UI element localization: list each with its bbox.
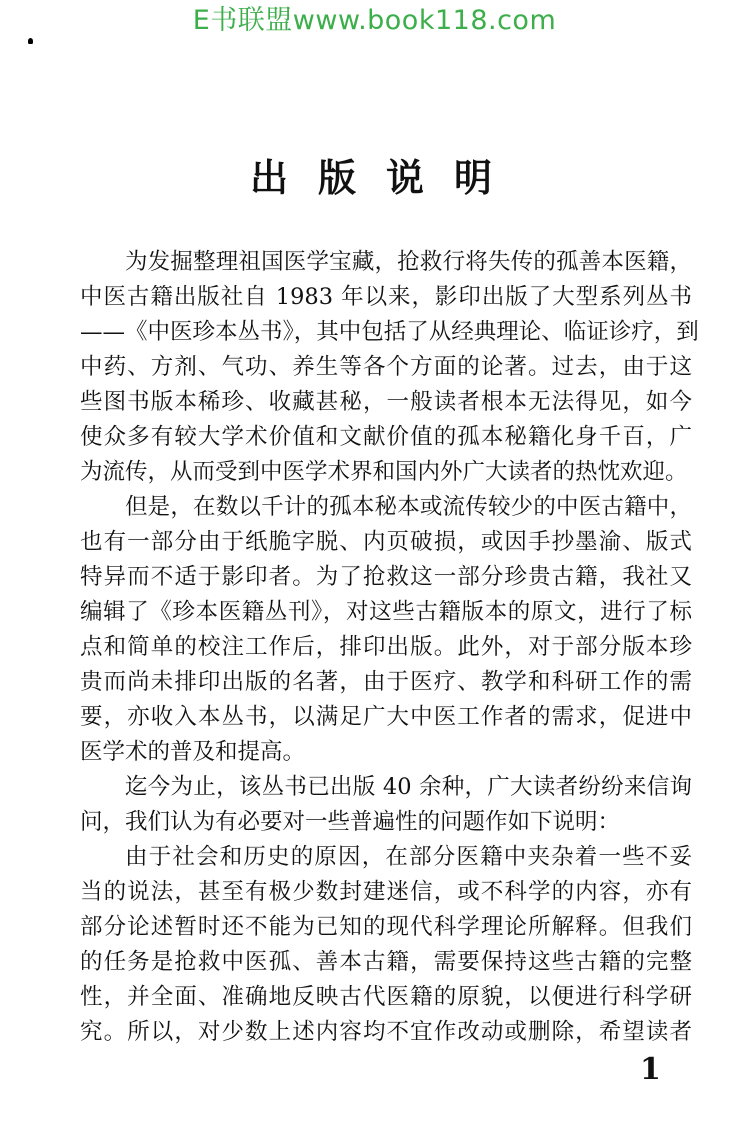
page-number: 1 <box>640 1052 661 1087</box>
text-line: 编辑了《珍本医籍丛刊》，对这些古籍版本的原文，进行了标 <box>80 599 692 625</box>
text-line: 为发掘整理祖国医学宝藏，抢救行将失传的孤善本医籍， <box>125 249 692 275</box>
text-line: 为流传，从而受到中医学术界和国内外广大读者的热忱欢迎。 <box>80 459 688 485</box>
text-line: 使众多有较大学术价值和文献价值的孤本秘籍化身千百，广 <box>80 424 692 450</box>
scan-speck <box>28 38 33 44</box>
text-line: 些图书版本稀珍、收藏甚秘，一般读者根本无法得见，如今 <box>80 389 692 415</box>
text-line: 医学术的普及和提高。 <box>80 739 306 765</box>
text-line: 迄今为止，该丛书已出版 40 余种，广大读者纷纷来信询 <box>125 774 692 800</box>
text-line: 性，并全面、准确地反映古代医籍的原貌，以便进行科学研 <box>80 984 692 1010</box>
text-line: 贵而尚未排印出版的名著，由于医疗、教学和科研工作的需 <box>80 669 692 695</box>
text-line: 问，我们认为有必要对一些普遍性的问题作如下说明： <box>80 809 621 835</box>
page-title: 出版说明 <box>250 155 523 200</box>
text-line: ——《中医珍本丛书》，其中包括了从经典理论、临证诊疗，到 <box>80 319 699 345</box>
text-line: 也有一部分由于纸脆字脱、内页破损，或因手抄墨渝、版式 <box>80 529 692 555</box>
text-line: 特异而不适于影印者。为了抢救这一部分珍贵古籍，我社又 <box>80 564 692 590</box>
text-line: 的任务是抢救中医孤、善本古籍，需要保持这些古籍的完整 <box>80 949 692 975</box>
text-line: 部分论述暂时还不能为已知的现代科学理论所解释。但我们 <box>80 914 692 940</box>
text-line: 中医古籍出版社自 1983 年以来，影印出版了大型系列丛书 <box>80 284 692 310</box>
text-line: 要，亦收入本丛书，以满足广大中医工作者的需求，促进中 <box>80 704 692 730</box>
text-line: 究。所以，对少数上述内容均不宜作改动或删除，希望读者 <box>80 1019 692 1045</box>
text-line: 点和简单的校注工作后，排印出版。此外，对于部分版本珍 <box>80 634 692 660</box>
text-line: 中药、方剂、气功、养生等各个方面的论著。过去，由于这 <box>80 354 692 380</box>
body-text <box>80 245 699 1050</box>
text-line: 但是，在数以千计的孤本秘本或流传较少的中医古籍中， <box>125 494 692 520</box>
watermark: E书联盟www.book118.com <box>192 5 557 36</box>
text-line: 由于社会和历史的原因，在部分医籍中夹杂着一些不妥 <box>125 844 692 870</box>
text-line: 当的说法，甚至有极少数封建迷信，或不科学的内容，亦有 <box>80 879 692 905</box>
